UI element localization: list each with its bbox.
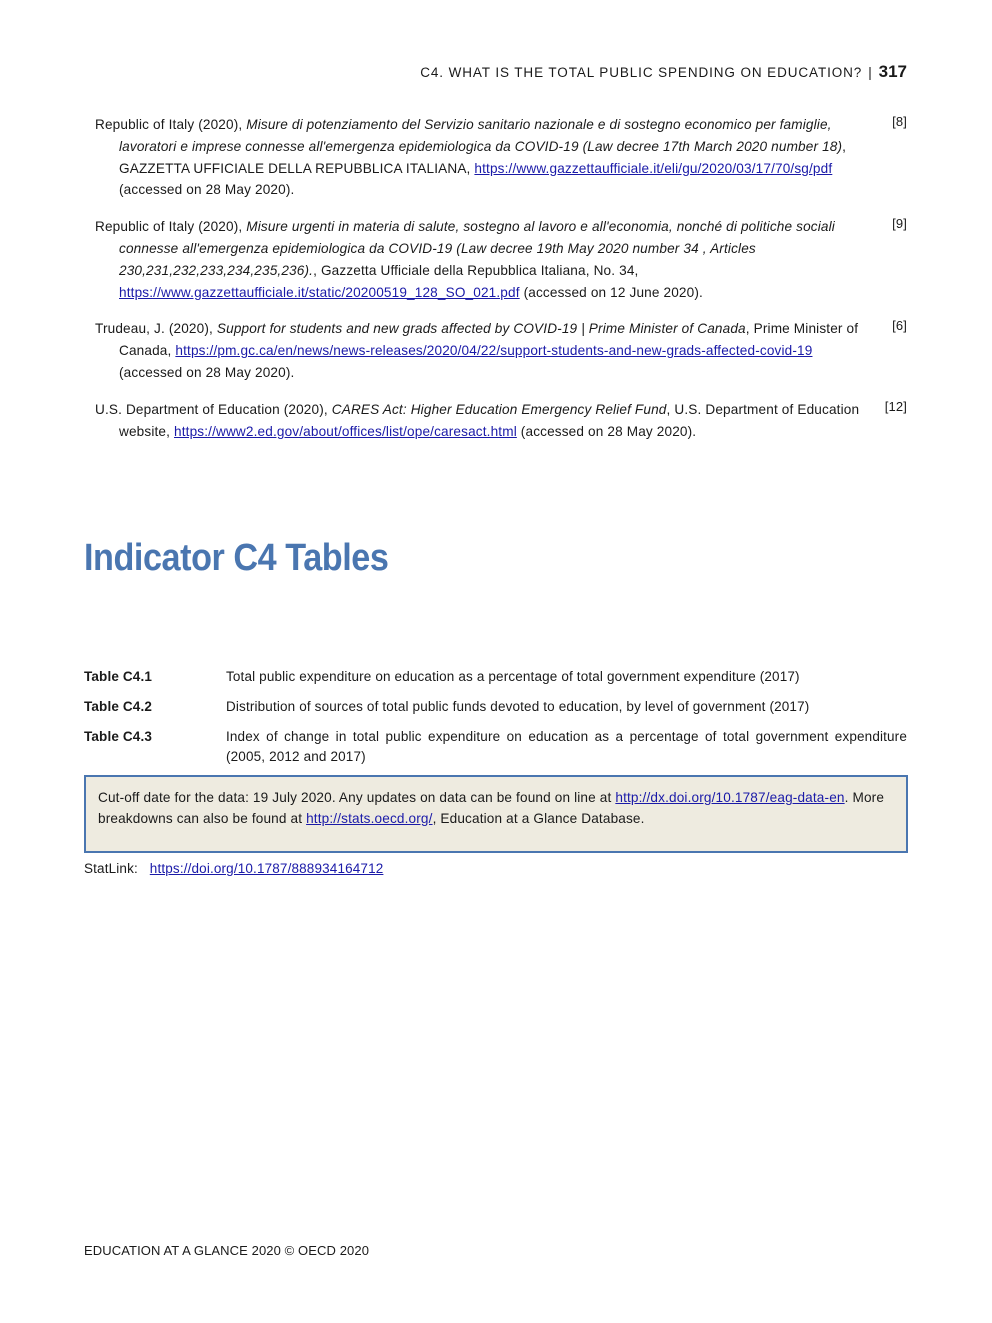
ref-title: Support for students and new grads affected by COVID-19 | Prime Minister of Canada xyxy=(216,321,746,337)
statlink xyxy=(84,861,383,876)
note-text: . More breakdowns can also be found at xyxy=(98,790,885,826)
reference-list xyxy=(95,114,907,457)
ref-publisher: , Prime Minister of Canada, xyxy=(119,321,859,359)
reference-item xyxy=(95,318,907,383)
note-text: , Education at a Glance Database. xyxy=(432,810,645,826)
ref-publisher: , GAZZETTA UFFICIALE DELLA REPUBBLICA ITALIANA, xyxy=(119,138,847,176)
table-list-item xyxy=(84,697,907,717)
note-text: Cut-off date for the data: 19 July 2020. Any updates on data can be found on line at xyxy=(98,790,616,805)
data-note-box xyxy=(84,775,908,853)
running-header xyxy=(420,62,907,82)
table-list-item xyxy=(84,667,907,687)
section-heading: Indicator C4 Tables xyxy=(84,537,389,579)
eag-data-link[interactable]: http://dx.doi.org/10.1787/eag-data-en xyxy=(615,790,845,805)
ref-author: Trudeau, J. (2020), xyxy=(95,321,217,337)
header-separator: | xyxy=(868,65,873,80)
ref-title: Misure di potenziamento del Servizio sanitario nazionale e di sostegno economico per famiglie, lavoratori e imprese connesse all'emergenza epidemiologica da COVID-19 (Law decree 17th March 2020 number 18) xyxy=(119,117,843,154)
ref-author: Republic of Italy (2020), xyxy=(95,219,247,235)
ref-accessed: (accessed on 28 May 2020). xyxy=(119,182,295,198)
statlink-label: StatLink: xyxy=(84,861,138,876)
ref-publisher: , Gazzetta Ufficiale della Repubblica Italiana, No. 34, xyxy=(313,262,639,278)
ref-author: Republic of Italy (2020), xyxy=(95,117,247,132)
statlink-url[interactable]: https://doi.org/10.1787/888934164712 xyxy=(149,861,384,876)
reference-item xyxy=(95,216,907,303)
ref-number: [12] xyxy=(884,398,907,414)
reference-item xyxy=(95,399,907,443)
ref-accessed: (accessed on 12 June 2020). xyxy=(519,284,703,300)
ref-accessed: (accessed on 28 May 2020). xyxy=(119,364,295,380)
ref-link[interactable]: https://www2.ed.gov/about/offices/list/ope/caresact.html xyxy=(174,423,517,439)
ref-link[interactable]: https://pm.gc.ca/en/news/news-releases/2020/04/22/support-students-and-new-grads-affected-covid-19 xyxy=(175,343,813,359)
table-id: Table C4.2 xyxy=(84,699,153,714)
table-list xyxy=(84,667,907,777)
ref-author: U.S. Department of Education (2020), xyxy=(95,401,332,417)
ref-number: [9] xyxy=(892,216,907,232)
table-description: Total public expenditure on education as a percentage of total government expenditure (2017) xyxy=(226,669,800,684)
ref-link[interactable]: https://www.gazzettaufficiale.it/static/20200519_128_SO_021.pdf xyxy=(119,284,520,300)
reference-item xyxy=(95,114,907,201)
page-number: 317 xyxy=(878,62,907,81)
ref-number: [8] xyxy=(892,114,907,129)
table-description: Index of change in total public expenditure on education as a percentage of total government expenditure (2005, 2012 and 2017) xyxy=(226,729,907,764)
ref-link[interactable]: https://www.gazzettaufficiale.it/eli/gu/2020/03/17/70/sg/pdf xyxy=(474,160,833,176)
ref-publisher: , U.S. Department of Education website, xyxy=(119,401,860,439)
table-list-item xyxy=(84,727,907,767)
table-id: Table C4.1 xyxy=(84,669,153,684)
ref-accessed: (accessed on 28 May 2020). xyxy=(516,423,697,439)
ref-title: CARES Act: Higher Education Emergency Relief Fund xyxy=(331,401,667,417)
table-description: Distribution of sources of total public funds devoted to education, by level of government (2017) xyxy=(226,699,810,714)
ref-number: [6] xyxy=(892,318,907,334)
chapter-title: C4. WHAT IS THE TOTAL PUBLIC SPENDING ON EDUCATION? xyxy=(420,65,863,80)
oecd-stats-link[interactable]: http://stats.oecd.org/ xyxy=(306,810,433,826)
table-id: Table C4.3 xyxy=(84,729,153,744)
ref-title: Misure urgenti in materia di salute, sostegno al lavoro e all'economia, nonché di politiche sociali connesse all'emergenza epidemiologica da COVID-19 (Law decree 19th May 2020 number 34 , Articles 230,231,232,233,234,235,236). xyxy=(119,219,835,278)
page-footer: EDUCATION AT A GLANCE 2020 © OECD 2020 xyxy=(84,1243,370,1258)
